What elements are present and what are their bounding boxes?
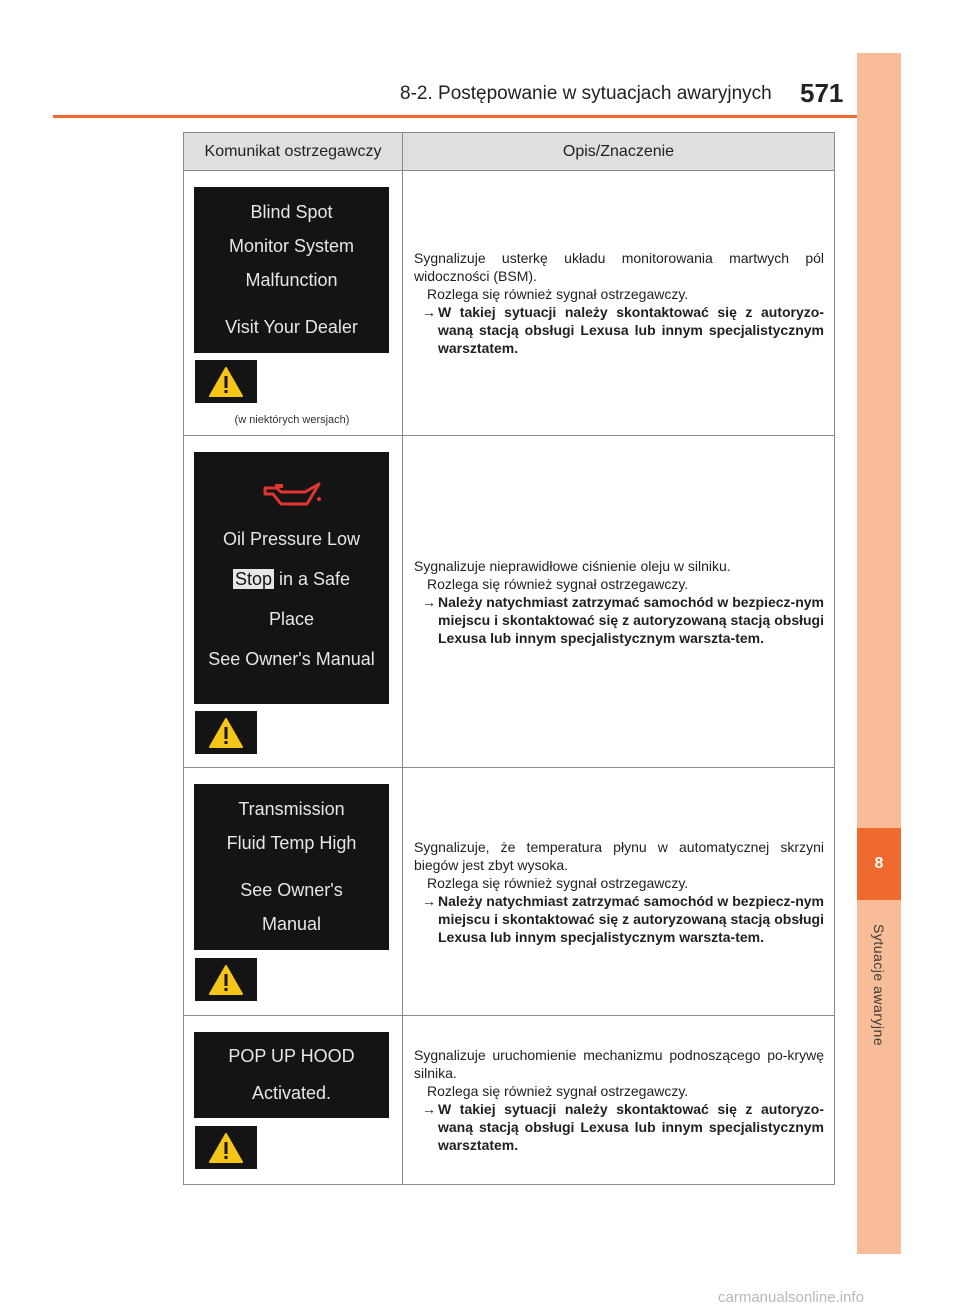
chapter-number: 8 <box>874 855 884 872</box>
display-line: Transmission <box>238 798 345 819</box>
chapter-label: Sytuacje awaryjne <box>871 923 887 1047</box>
warning-messages-table <box>183 132 835 1185</box>
chapter-side-tab <box>857 53 901 1254</box>
header-rule <box>53 115 857 118</box>
display-line: See Owner's Manual <box>208 649 375 670</box>
version-footnote: (w niektórych wersjach) <box>234 414 350 426</box>
sound-note: Rozlega się również sygnał ostrzegawczy. <box>427 874 689 891</box>
warning-badge <box>195 711 257 754</box>
watermark: carmanualsonline.info <box>718 1289 864 1306</box>
display-line: Activated. <box>251 1083 332 1103</box>
chapter-number-tab[interactable] <box>857 828 901 900</box>
arrow-right-icon: → <box>422 593 436 610</box>
warning-triangle-icon <box>208 1132 244 1164</box>
stop-highlight: Stop <box>234 568 272 589</box>
warning-badge <box>195 360 257 403</box>
display-line: POP UP HOOD <box>228 1046 355 1066</box>
arrow-right-icon: → <box>422 1101 436 1117</box>
column-header-message: Komunikat ostrzegawczy <box>184 133 403 171</box>
description-cell <box>403 1016 835 1185</box>
description-text: Sygnalizuje, że temperatura płynu w automatycznej skrzyni biegów jest zbyt wysoka. <box>414 838 824 873</box>
action-text: Należy natychmiast zatrzymać samochód w bezpiecz-nym miejscu i skontaktować się z autoryzowaną stacją obsługi Lexusa lub innym specjalistycznym warszta-tem. <box>438 892 824 945</box>
table-header-row <box>184 133 835 171</box>
description-text: Sygnalizuje nieprawidłowe ciśnienie oleju w silniku. <box>414 557 731 574</box>
display-line: See Owner's <box>240 880 343 901</box>
display-screen-hood <box>194 1032 389 1118</box>
action-text: W takiej sytuacji należy skontaktować się z autoryzo-waną stacją obsługi Lexusa lub innym specjalistycznym warsztatem. <box>438 304 824 356</box>
display-screen-oil <box>194 452 389 704</box>
arrow-right-icon: → <box>422 304 436 320</box>
warning-triangle-icon <box>208 964 244 996</box>
action-text: Należy natychmiast zatrzymać samochód w bezpiecz-nym miejscu i skontaktować się z autoryzowaną stacją obsługi Lexusa lub innym specjalistycznym warszta-tem. <box>438 593 824 646</box>
display-line: Manual <box>261 914 322 935</box>
description-cell <box>403 171 835 436</box>
sound-note: Rozlega się również sygnał ostrzegawczy. <box>427 575 689 592</box>
action-instruction <box>414 892 824 946</box>
sound-note: Rozlega się również sygnał ostrzegawczy. <box>427 1083 689 1099</box>
table-row <box>184 1016 835 1185</box>
warning-triangle-icon <box>208 366 244 398</box>
display-text: in a Safe <box>278 568 351 589</box>
message-cell <box>184 436 403 768</box>
description-text: Sygnalizuje usterkę układu monitorowania martwych pól widoczności (BSM). <box>414 250 824 284</box>
description-text: Sygnalizuje uruchomienie mechanizmu podnoszącego po-krywę silnika. <box>414 1047 824 1081</box>
section-title: 8-2. Postępowanie w sytuacjach awaryjnych <box>400 83 772 104</box>
chapter-label-tab <box>857 905 901 1065</box>
action-instruction <box>414 1100 824 1154</box>
arrow-right-icon: → <box>422 892 436 909</box>
message-cell <box>184 171 403 436</box>
warning-triangle-icon <box>208 717 244 749</box>
action-instruction <box>414 303 824 357</box>
warning-badge <box>195 958 257 1001</box>
display-line: Place <box>268 609 315 630</box>
display-line <box>233 569 350 590</box>
column-header-description: Opis/Znaczenie <box>403 133 835 171</box>
message-cell <box>184 1016 403 1185</box>
display-line: Blind Spot <box>250 201 333 222</box>
page-number: 571 <box>800 78 844 108</box>
message-cell <box>184 768 403 1016</box>
warning-badge <box>195 1126 257 1169</box>
table-row <box>184 768 835 1016</box>
display-screen-transmission <box>194 784 389 950</box>
display-line: Malfunction <box>245 269 338 290</box>
oil-can-icon <box>261 480 323 510</box>
action-instruction <box>414 593 824 647</box>
sound-note: Rozlega się również sygnał ostrzegawczy. <box>427 286 689 302</box>
display-line: Monitor System <box>228 235 355 256</box>
table-row <box>184 171 835 436</box>
description-cell <box>403 768 835 1016</box>
display-line: Visit Your Dealer <box>225 317 358 338</box>
display-line: Oil Pressure Low <box>222 528 361 549</box>
description-cell <box>403 436 835 768</box>
display-line: Fluid Temp High <box>226 832 357 853</box>
action-text: W takiej sytuacji należy skontaktować się z autoryzo-waną stacją obsługi Lexusa lub innym specjalistycznym warsztatem. <box>438 1101 824 1153</box>
display-screen-bsm <box>194 187 389 353</box>
table-row <box>184 436 835 768</box>
